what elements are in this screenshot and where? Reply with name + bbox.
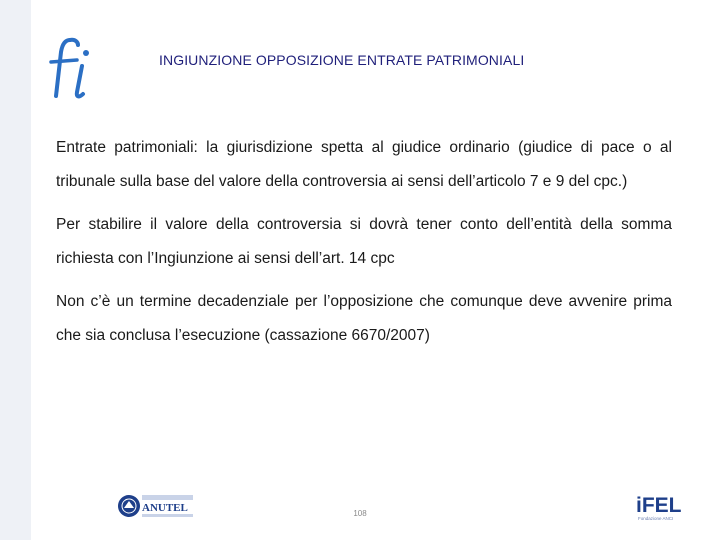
slide-body bbox=[56, 131, 672, 362]
paragraph-deadline: Non c’è un termine decadenziale per l’opposizione che comunque deve avvenire prima che sia conclusa l’esecuzione (cassazione 6670/2007) bbox=[56, 293, 672, 344]
page-number: 108 bbox=[353, 509, 367, 518]
ifel-logo-icon bbox=[636, 490, 682, 526]
svg-text:ANUTEL: ANUTEL bbox=[142, 502, 188, 514]
left-decorative-strip bbox=[0, 0, 31, 540]
anutel-logo-icon bbox=[117, 492, 195, 520]
slide-title: INGIUNZIONE OPPOSIZIONE ENTRATE PATRIMONIALI bbox=[159, 52, 525, 68]
paragraph-value: Per stabilire il valore della controversia si dovrà tener conto dell’entità della somma richiesta con l’Ingiunzione ai sensi dell’art. 14 cpc bbox=[56, 216, 672, 267]
paragraph-jurisdiction: Entrate patrimoniali: la giurisdizione spetta al giudice ordinario (giudice di pace o al tribunale sulla base del valore della controversia ai sensi dell’articolo 7 e 9 del cpc.) bbox=[56, 139, 672, 190]
svg-text:iFEL: iFEL bbox=[636, 494, 682, 517]
fi-logo-icon bbox=[44, 36, 96, 102]
svg-text:Fondazione ANCI: Fondazione ANCI bbox=[638, 516, 674, 521]
